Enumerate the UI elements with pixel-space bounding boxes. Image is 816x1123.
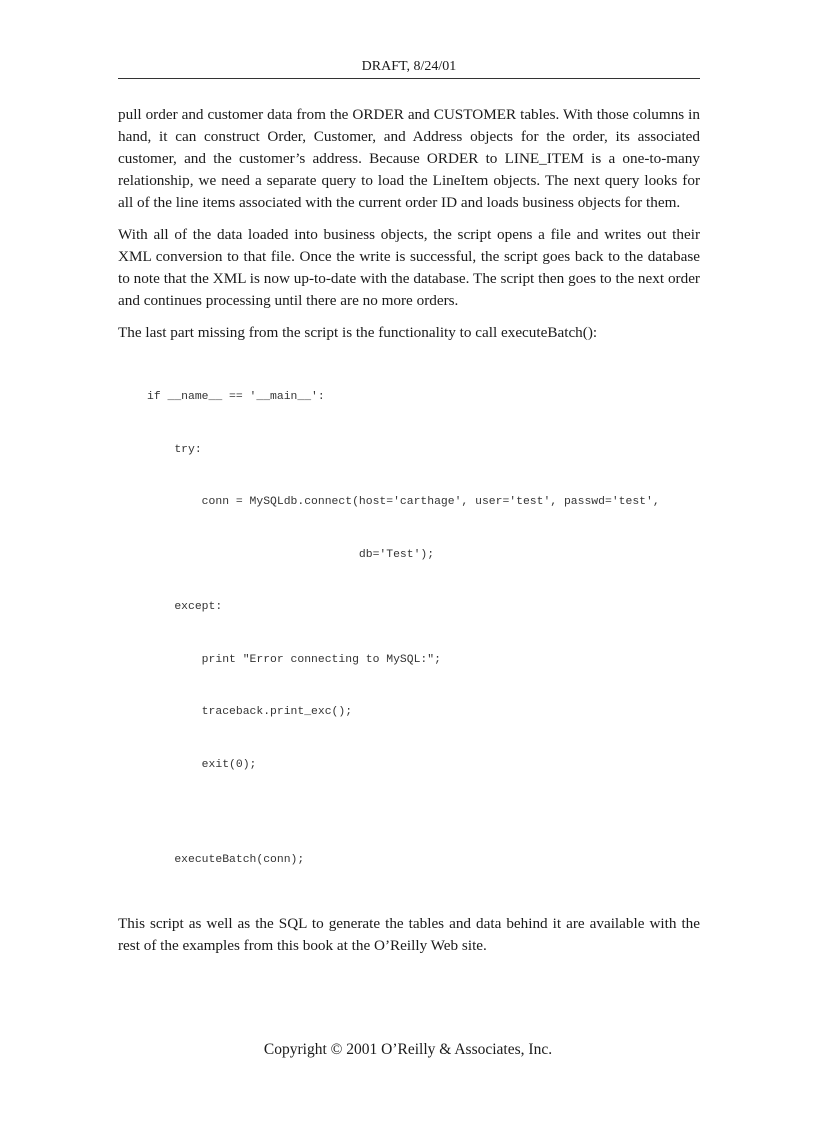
page-body — [118, 104, 700, 967]
code-line: exit(0); — [147, 758, 257, 771]
paragraph-order-query: pull order and customer data from the ORDER and CUSTOMER tables. With those columns in hand, it can construct Order, Customer, and Address objects for the order, its associated customer, and the customer’s address. Because ORDER to LINE_ITEM is a one-to-many relationship, we need a separate query to load the LineItem objects. The next query looks for all of the line items associated with the current order ID and loads business objects for them. — [118, 106, 700, 211]
code-line: conn = MySQLdb.connect(host='carthage', user='test', passwd='test', — [147, 496, 660, 508]
code-line: if __name__ == '__main__': — [147, 391, 325, 403]
paragraph-xml-write: With all of the data loaded into business objects, the script opens a file and writes out their XML conversion to that file. Once the write is successful, the script goes back to the database to note that the XML is now up-to-date with the database. The script then goes to the next order and continues processing until there are no more orders. — [118, 226, 700, 309]
code-line: traceback.print_exc(); — [147, 706, 353, 718]
paragraph-execute-batch-intro: The last part missing from the script is the functionality to call executeBatch(): — [118, 324, 598, 341]
draft-date-label: DRAFT, 8/24/01 — [361, 59, 457, 74]
code-line: except: — [147, 601, 223, 613]
page-header — [118, 60, 700, 79]
code-blank-line — [147, 809, 700, 817]
code-line: executeBatch(conn); — [147, 854, 305, 866]
code-line: db='Test'); — [147, 548, 435, 561]
code-line: try: — [147, 443, 202, 456]
page-footer — [0, 1040, 816, 1060]
paragraph-availability: This script as well as the SQL to generate the tables and data behind it are available with the rest of the examples from this book at the O’Reilly Web site. — [118, 914, 700, 954]
code-block — [147, 354, 700, 905]
code-line: print "Error connecting to MySQL:"; — [147, 653, 441, 666]
copyright-notice: Copyright © 2001 O’Reilly & Associates, Inc. — [263, 1041, 553, 1058]
